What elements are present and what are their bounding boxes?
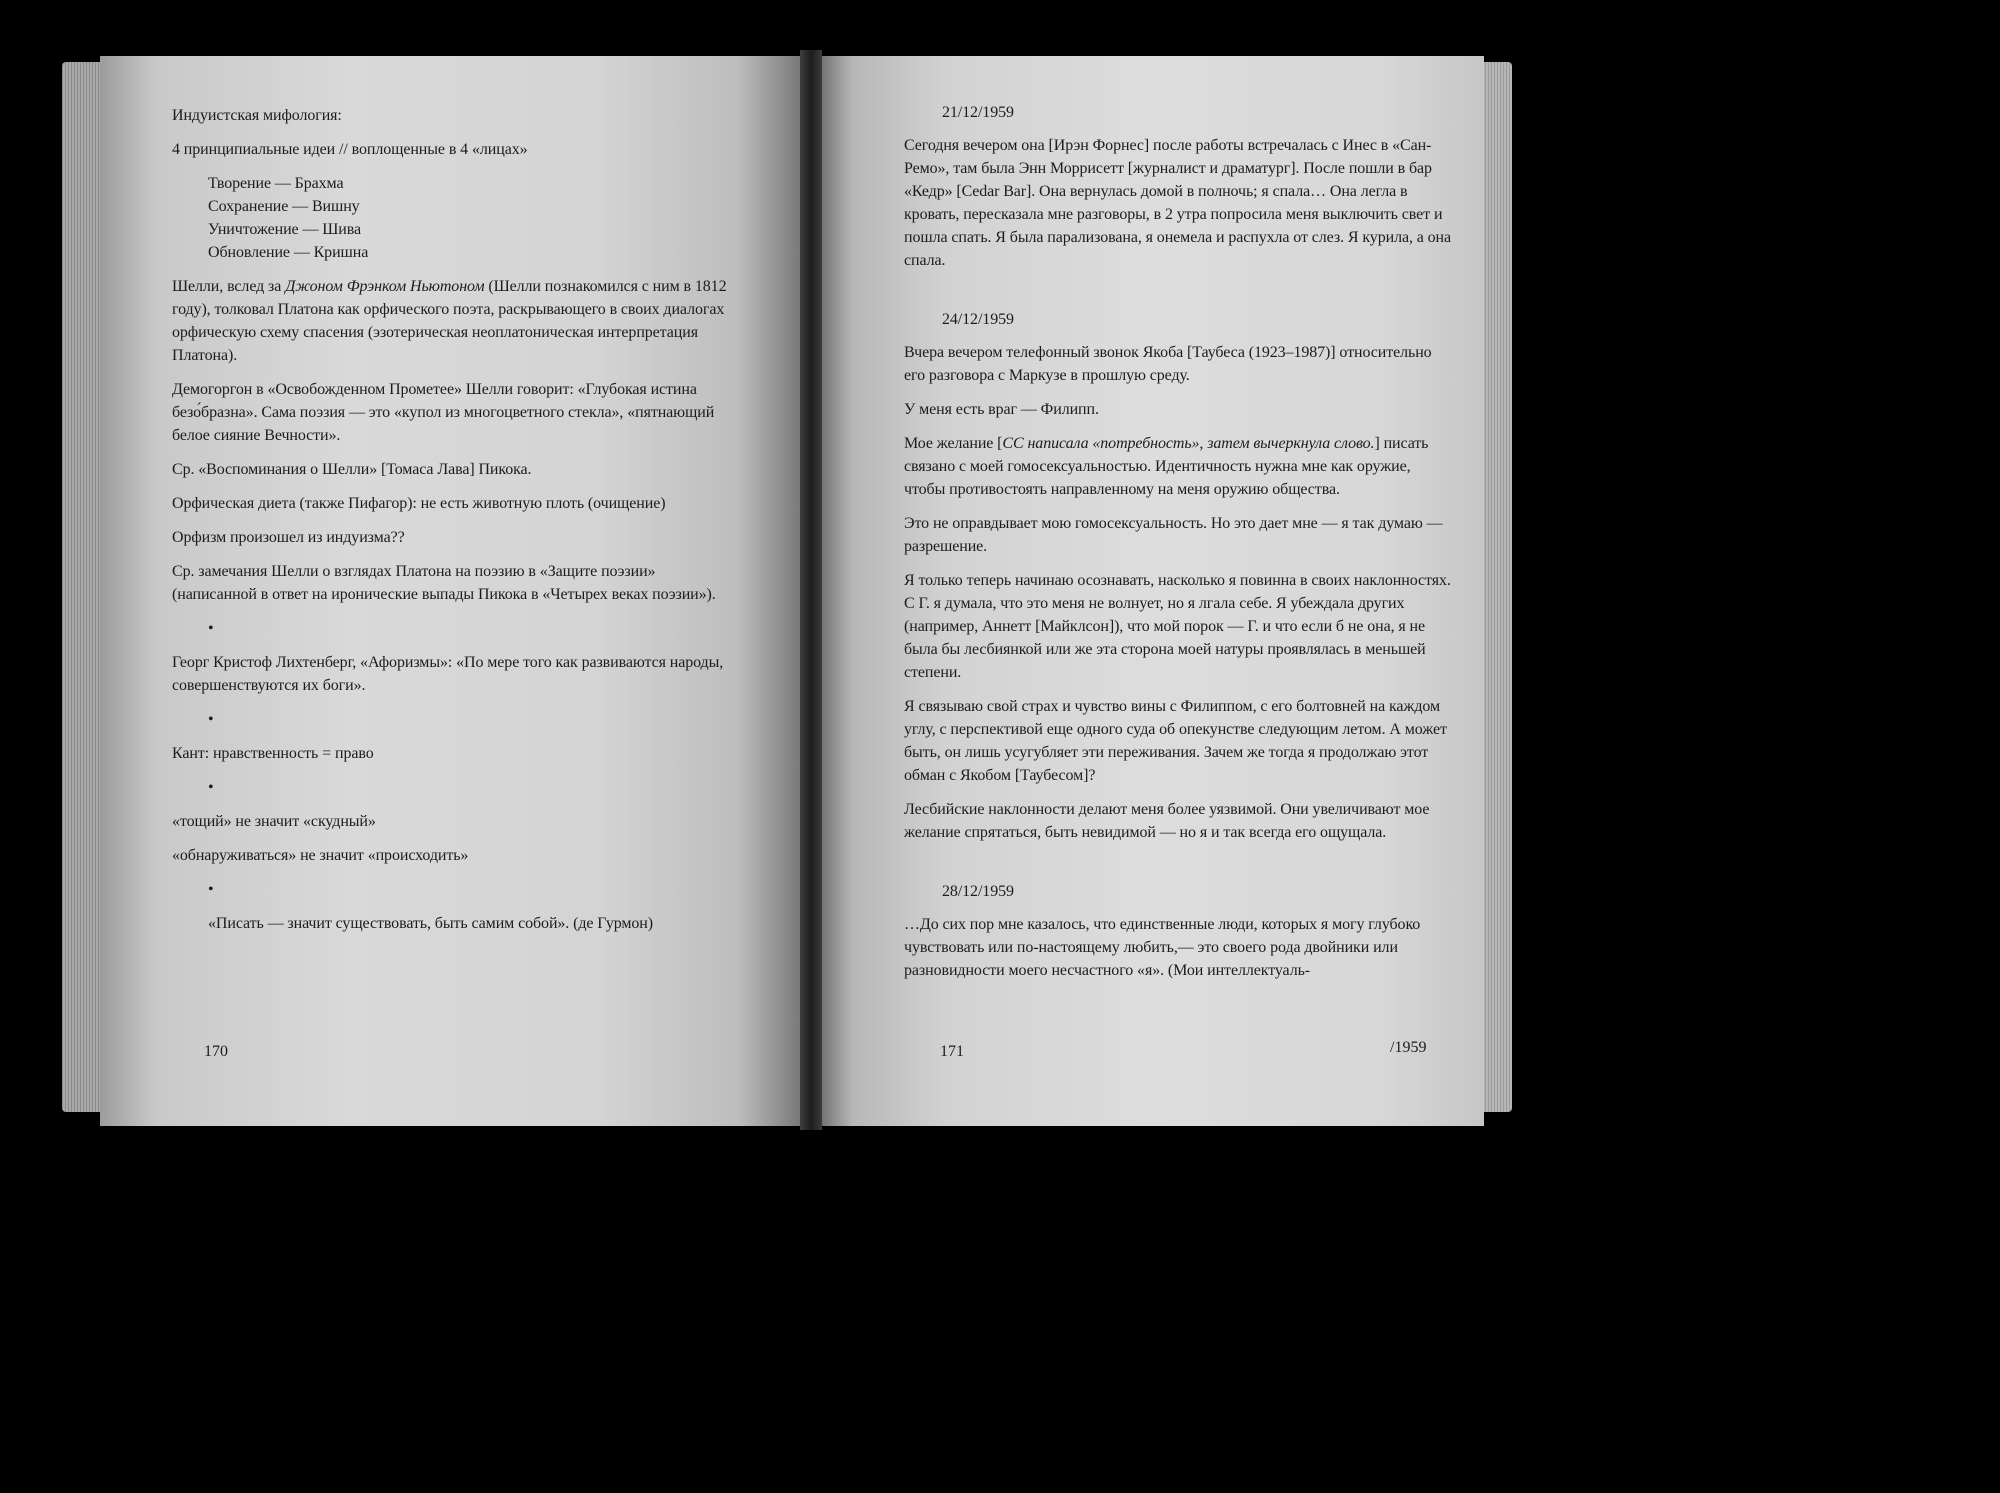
diary-paragraph: Сегодня вечером она [Ирэн Форнес] после работы встречалась с Инес в «Сан-Ремо», там была Энн Моррисетт [журналист и драматург]. После пошли в бар «Кедр» [Cedar Bar]. Она вернулась домой в полночь; я спала… Она легла в кровать, пересказала мне разговоры, в 2 утра попросила меня выключить свет и пошла спать. Я была парализована, я онемела и распухла от слез. Я курила, а она спала. [904,137,1452,269]
diary-date: 24/12/1959 [942,311,1014,328]
page-number-left: 170 [204,1043,228,1060]
editorial-note: СС написала «потребность», затем вычеркнула слово. [1002,435,1375,452]
list-item: Обновление — Кришна [208,244,369,261]
book-gutter [800,50,822,1130]
bullet-separator: • [208,779,214,796]
paragraph-orphism: Орфизм произошел из индуизма?? [172,529,405,546]
diary-paragraph: У меня есть враг — Филипп. [904,401,1099,418]
left-page-text [172,104,732,946]
paragraph-cf-peacock: Ср. «Воспоминания о Шелли» [Томаса Лава] Пикока. [172,461,532,478]
paragraph-lichtenberg: Георг Кристоф Лихтенберг, «Афоризмы»: «По мере того как развиваются народы, совершенствуются их боги». [172,654,724,694]
diary-paragraph: Я связываю свой страх и чувство вины с Филиппом, с его болтовней на каждом углу, с перспективой еще одного суда об опекунстве следующим летом. А может быть, он лишь усугубляет эти переживания. Зачем же тогда я продолжаю этот обман с Якобом [Таубесом]? [904,698,1447,784]
deity-list [172,172,732,264]
paragraph-thin: «тощий» не значит «скудный» [172,813,376,830]
bullet-separator: • [208,711,214,728]
diary-date: 21/12/1959 [942,104,1014,121]
diary-date: 28/12/1959 [942,883,1014,900]
paragraph-orphic-diet: Орфическая диета (также Пифагор): не есть животную плоть (очищение) [172,495,666,512]
paragraph-reveal: «обнаруживаться» не значит «происходить» [172,847,469,864]
list-item: Уничтожение — Шива [208,221,361,238]
italic-name: Джоном Фрэнком Ньютоном [285,278,485,295]
diary-paragraph: Вчера вечером телефонный звонок Якоба [Таубеса (1923–1987)] относительно его разговора с Маркузе в прошлую среду. [904,344,1432,384]
left-page [100,56,810,1126]
right-page-text [904,101,1454,993]
paragraph-kant: Кант: нравственность = право [172,745,374,762]
list-item: Сохранение — Вишну [208,198,360,215]
running-head: /1959 [1390,1039,1427,1056]
list-item: Творение — Брахма [208,175,344,192]
heading: Индуистская мифология: [172,107,342,124]
diary-paragraph: Лесбийские наклонности делают меня более уязвимой. Они увеличивают мое желание спрятаться, быть невидимой — но я и так всегда его ощущала. [904,801,1430,841]
diary-paragraph: …До сих пор мне казалось, что единственные люди, которых я могу глубоко чувствовать или по-настоящему любить,— это своего рода двойники или разновидности моего несчастного «я». (Мои интеллектуаль- [904,916,1421,979]
paragraph-gourmont: «Писать — значит существовать, быть самим собой». (де Гурмон) [208,915,653,932]
page-number-right: 171 [940,1043,964,1060]
diary-paragraph: Я только теперь начинаю осознавать, насколько я повинна в своих наклонностях. С Г. я думала, что это меня не волнует, но я лгала себе. Я убеждала других (например, Аннетт [Майклсон]), что мой порок — Г. и что если б не она, я не была бы лесбиянкой или же эта сторона моей натуры проявлялась в меньшей степени. [904,572,1451,681]
diary-paragraph: Это не оправдывает мою гомосексуальность. Но это дает мне — я так думаю — разрешение. [904,515,1443,555]
right-page [812,56,1484,1126]
bullet-separator: • [208,620,214,637]
paragraph-demogorgon: Демогоргон в «Освобожденном Прометее» Шелли говорит: «Глубокая истина безо́бразна». Сама поэзия — это «купол из многоцветного стекла», «пятнающий белое сияние Вечности». [172,381,715,444]
diary-paragraph: Мое желание [СС написала «потребность», затем вычеркнула слово.] писать связано с моей гомосексуальностью. Идентичность нужна мне как оружие, чтобы противостоять направленному на меня оружию общества. [904,435,1429,498]
principal-ideas-line: 4 принципиальные идеи // воплощенные в 4 «лицах» [172,141,528,158]
bullet-separator: • [208,881,214,898]
paragraph-shelley: Шелли, вслед за Джоном Фрэнком Ньютоном (Шелли познакомился с ним в 1812 году), толковал Платона как орфического поэта, раскрывающего в своих диалогах орфическую схему спасения (эзотерическая неоплатоническая интерпретация Платона). [172,278,727,364]
paragraph-defence-of-poetry: Ср. замечания Шелли о взглядах Платона на поэзию в «Защите поэзии» (написанной в ответ на иронические выпады Пикока в «Четырех веках поэзии»). [172,563,716,603]
